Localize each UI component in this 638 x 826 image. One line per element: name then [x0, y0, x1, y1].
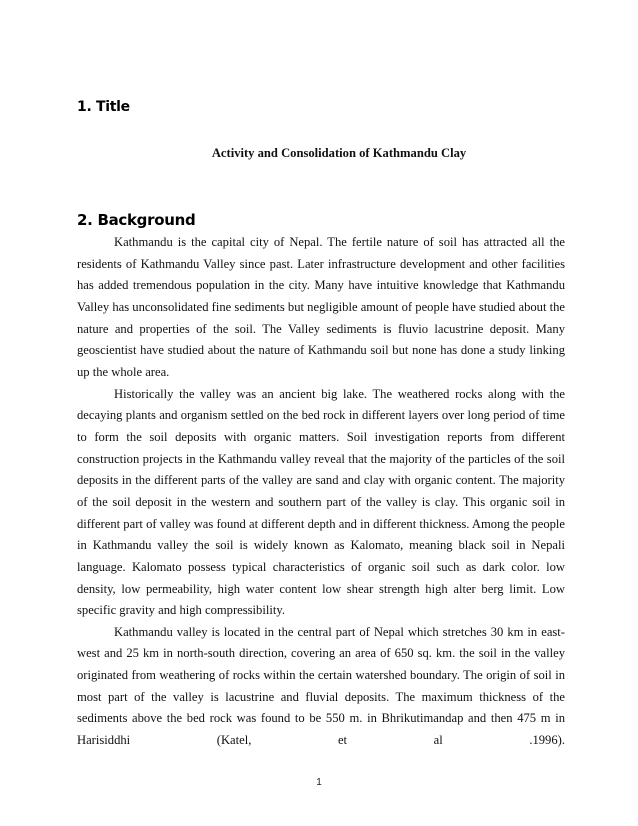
paragraph: Historically the valley was an ancient big lake. The weathered rocks along with the decaying plants and organism settled on the bed rock in different layers over long period of time to form the soil deposits with organic matters. Soil investigation reports from different construction projects in the Kathmandu valley reveal that the majority of the particles of the soil deposits in the different parts of the valley are sand and clay with organic content. The majority of the soil deposit in the western and southern part of the valley is clay. This organic soil in different part of valley was found at different depth and in different thickness. Among the people in Kathmandu valley the soil is widely known as Kalomato, meaning black soil in Nepali language. Kalomato possess typical characteristics of organic soil such as dark color. low density, low permeability, high water content low shear strength high alter berg limit. Low specific gravity and high compressibility.	[77, 386, 565, 618]
paragraph: Kathmandu valley is located in the central part of Nepal which stretches 30 km in east-west and 25 km in north-south direction, covering an area of 650 sq. km. the soil in the valley originated from weathering of rocks within the certain watershed boundary. The origin of soil in most part of the valley is lacustrine and fluvial deposits. The maximum thickness of the sediments above the bed rock was found to be 550 m. in Bhrikutimandap and then 475 m in Harisiddhi (Katel, et al .1996).	[77, 624, 565, 748]
document-title: Activity and Consolidation of Kathmandu Clay	[211, 146, 467, 160]
background-body	[77, 232, 565, 752]
paragraph: Kathmandu is the capital city of Nepal. The fertile nature of soil has attracted all the residents of Kathmandu Valley since past. Later infrastructure development and other facilities has added tremendous population in the city. Many have intuitive knowledge that Kathmandu Valley has unconsolidated fine sediments but negligible amount of people have studied about the nature and properties of the soil. The Valley sediments is fluvio lacustrine deposit. Many geoscientist have studied about the nature of Kathmandu soil but none has done a study linking up the whole area.	[77, 235, 565, 379]
section-heading-background: 2. Background	[77, 211, 196, 229]
page-number: 1	[316, 777, 322, 788]
section-heading-title: 1. Title	[77, 99, 130, 115]
